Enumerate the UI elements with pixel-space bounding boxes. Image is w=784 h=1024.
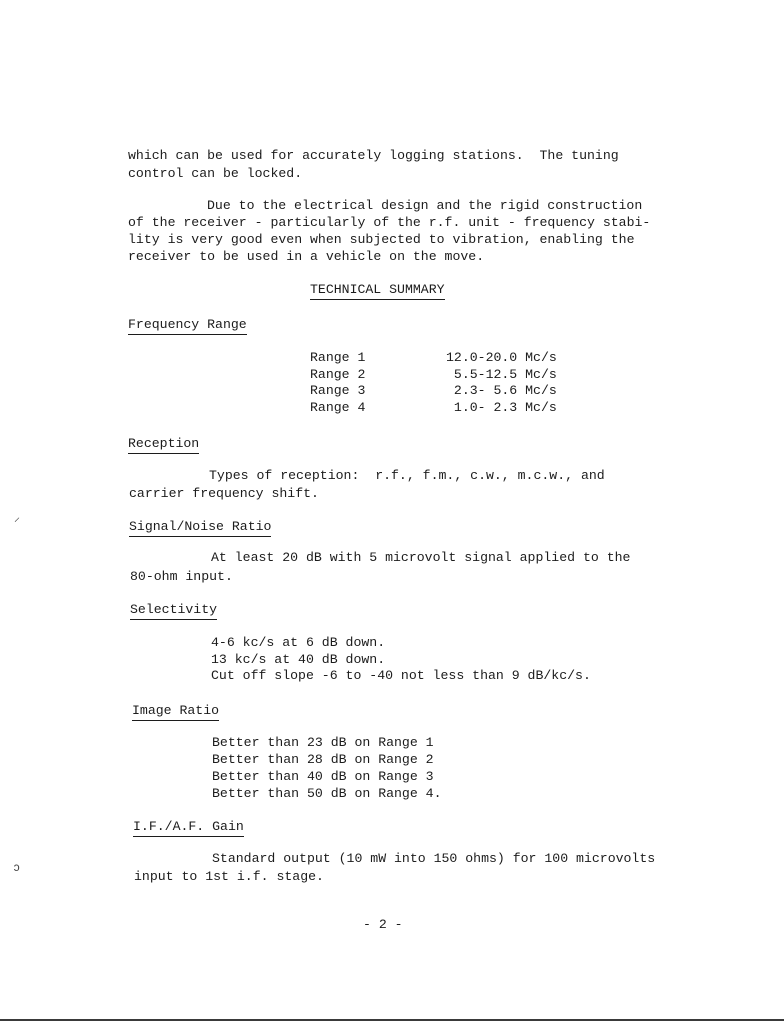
selectivity-line-1: 4-6 kc/s at 6 dB down. [211,635,386,650]
if-af-gain-line-2: input to 1st i.f. stage. [134,869,324,884]
scan-mark-icon: ↄ [13,861,21,875]
design-line-3: lity is very good even when subjected to vibration, enabling the [128,232,635,247]
frequency-range-heading: Frequency Range [128,317,247,335]
reception-line-2: carrier frequency shift. [129,486,319,501]
scan-mark-icon: ⸝ [14,511,21,525]
design-line-1: Due to the electrical design and the rigid construction [207,198,643,213]
page-edge-rule [0,1019,784,1021]
technical-summary-title: TECHNICAL SUMMARY [310,282,445,300]
range-value: 2.3- 5.6 Mc/s [446,383,557,398]
signal-noise-heading: Signal/Noise Ratio [129,519,271,537]
range-name: Range 1 [310,350,366,365]
range-name: Range 3 [310,383,366,398]
page-number: - 2 - [363,917,403,932]
reception-heading: Reception [128,436,199,454]
reception-line-1: Types of reception: r.f., f.m., c.w., m.c.w., and [209,468,605,483]
range-value: 5.5-12.5 Mc/s [446,367,557,382]
range-name: Range 2 [310,367,366,382]
range-value: 12.0-20.0 Mc/s [446,350,557,365]
design-line-4: receiver to be used in a vehicle on the move. [128,249,485,264]
signal-noise-line-1: At least 20 dB with 5 microvolt signal applied to the [211,550,631,565]
intro-line-2: control can be locked. [128,166,303,181]
range-row [310,400,557,464]
if-af-gain-heading: I.F./A.F. Gain [133,819,244,837]
image-ratio-line-3: Better than 40 dB on Range 3 [212,769,434,784]
selectivity-line-2: 13 kc/s at 40 dB down. [211,652,386,667]
intro-line-1: which can be used for accurately logging stations. The tuning [128,148,619,163]
selectivity-heading: Selectivity [130,602,217,620]
image-ratio-heading: Image Ratio [132,703,219,721]
image-ratio-line-4: Better than 50 dB on Range 4. [212,786,442,801]
signal-noise-line-2: 80-ohm input. [130,569,233,584]
range-name: Range 4 [310,400,366,415]
image-ratio-line-1: Better than 23 dB on Range 1 [212,735,434,750]
selectivity-line-3: Cut off slope -6 to -40 not less than 9 dB/kc/s. [211,668,591,683]
design-line-2: of the receiver - particularly of the r.f. unit - frequency stabi- [128,215,651,230]
range-value: 1.0- 2.3 Mc/s [446,400,557,415]
image-ratio-line-2: Better than 28 dB on Range 2 [212,752,434,767]
if-af-gain-line-1: Standard output (10 mW into 150 ohms) for 100 microvolts [212,851,656,866]
